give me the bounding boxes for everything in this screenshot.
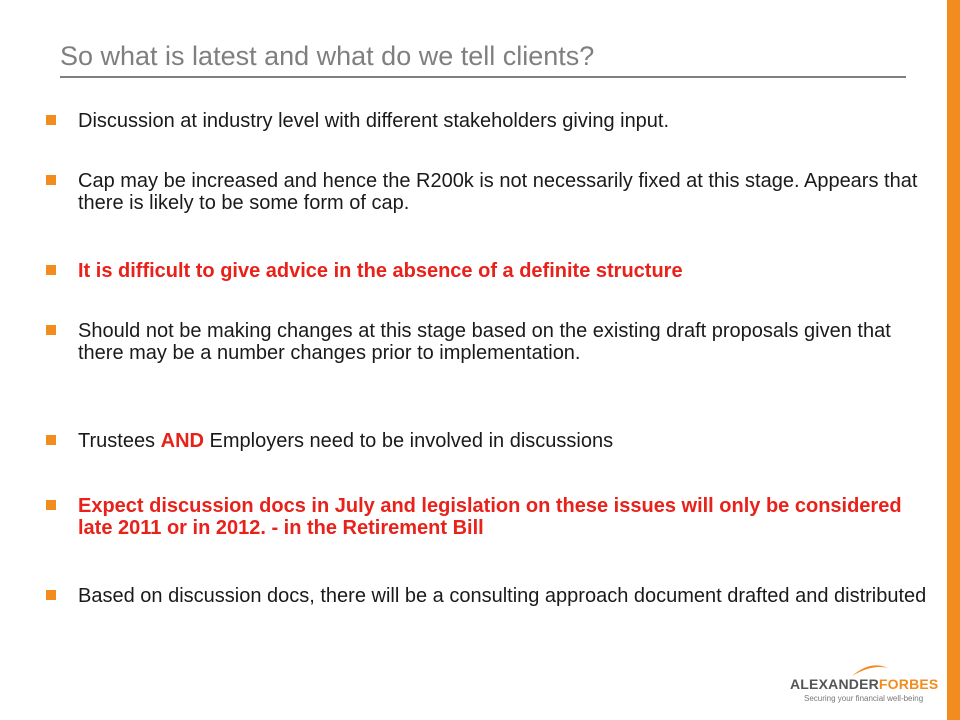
slide-title: So what is latest and what do we tell clients? <box>60 38 906 78</box>
bullet-text-emphasis: Expect discussion docs in July and legislation on these issues will only be considered late 2011 or in 2012. - in the Retirement Bill <box>78 495 902 539</box>
bullet-text-and: AND <box>160 430 204 452</box>
square-bullet-icon <box>46 325 56 335</box>
square-bullet-icon <box>46 265 56 275</box>
bullet-text-post: Employers need to be involved in discussions <box>203 430 614 452</box>
logo-name-part2: FORBES <box>878 676 939 692</box>
bullet-text: Should not be making changes at this stage based on the existing draft proposals given that there may be a number changes prior to implementation. <box>78 320 891 364</box>
bullet-text-mixed <box>78 430 930 452</box>
bullet-text-pre: Trustees <box>78 430 161 452</box>
square-bullet-icon <box>46 175 56 185</box>
bullet-text: Cap may be increased and hence the R200k is not necessarily fixed at this stage. Appears that there is likely to be some form of cap. <box>78 170 918 214</box>
bullet-text-emphasis: It is difficult to give advice in the absence of a definite structure <box>78 260 683 282</box>
square-bullet-icon <box>46 500 56 510</box>
logo-tagline: Securing your financial well-being <box>804 694 924 703</box>
alexander-forbes-logo <box>780 660 940 710</box>
right-accent-bar <box>947 0 960 720</box>
logo-name <box>790 676 938 692</box>
square-bullet-icon <box>46 115 56 125</box>
square-bullet-icon <box>46 590 56 600</box>
bullet-text: Discussion at industry level with different stakeholders giving input. <box>78 110 670 132</box>
bullet-text: Based on discussion docs, there will be a consulting approach document drafted and distributed <box>78 585 927 607</box>
square-bullet-icon <box>46 435 56 445</box>
logo-name-part1: ALEXANDER <box>790 676 879 692</box>
